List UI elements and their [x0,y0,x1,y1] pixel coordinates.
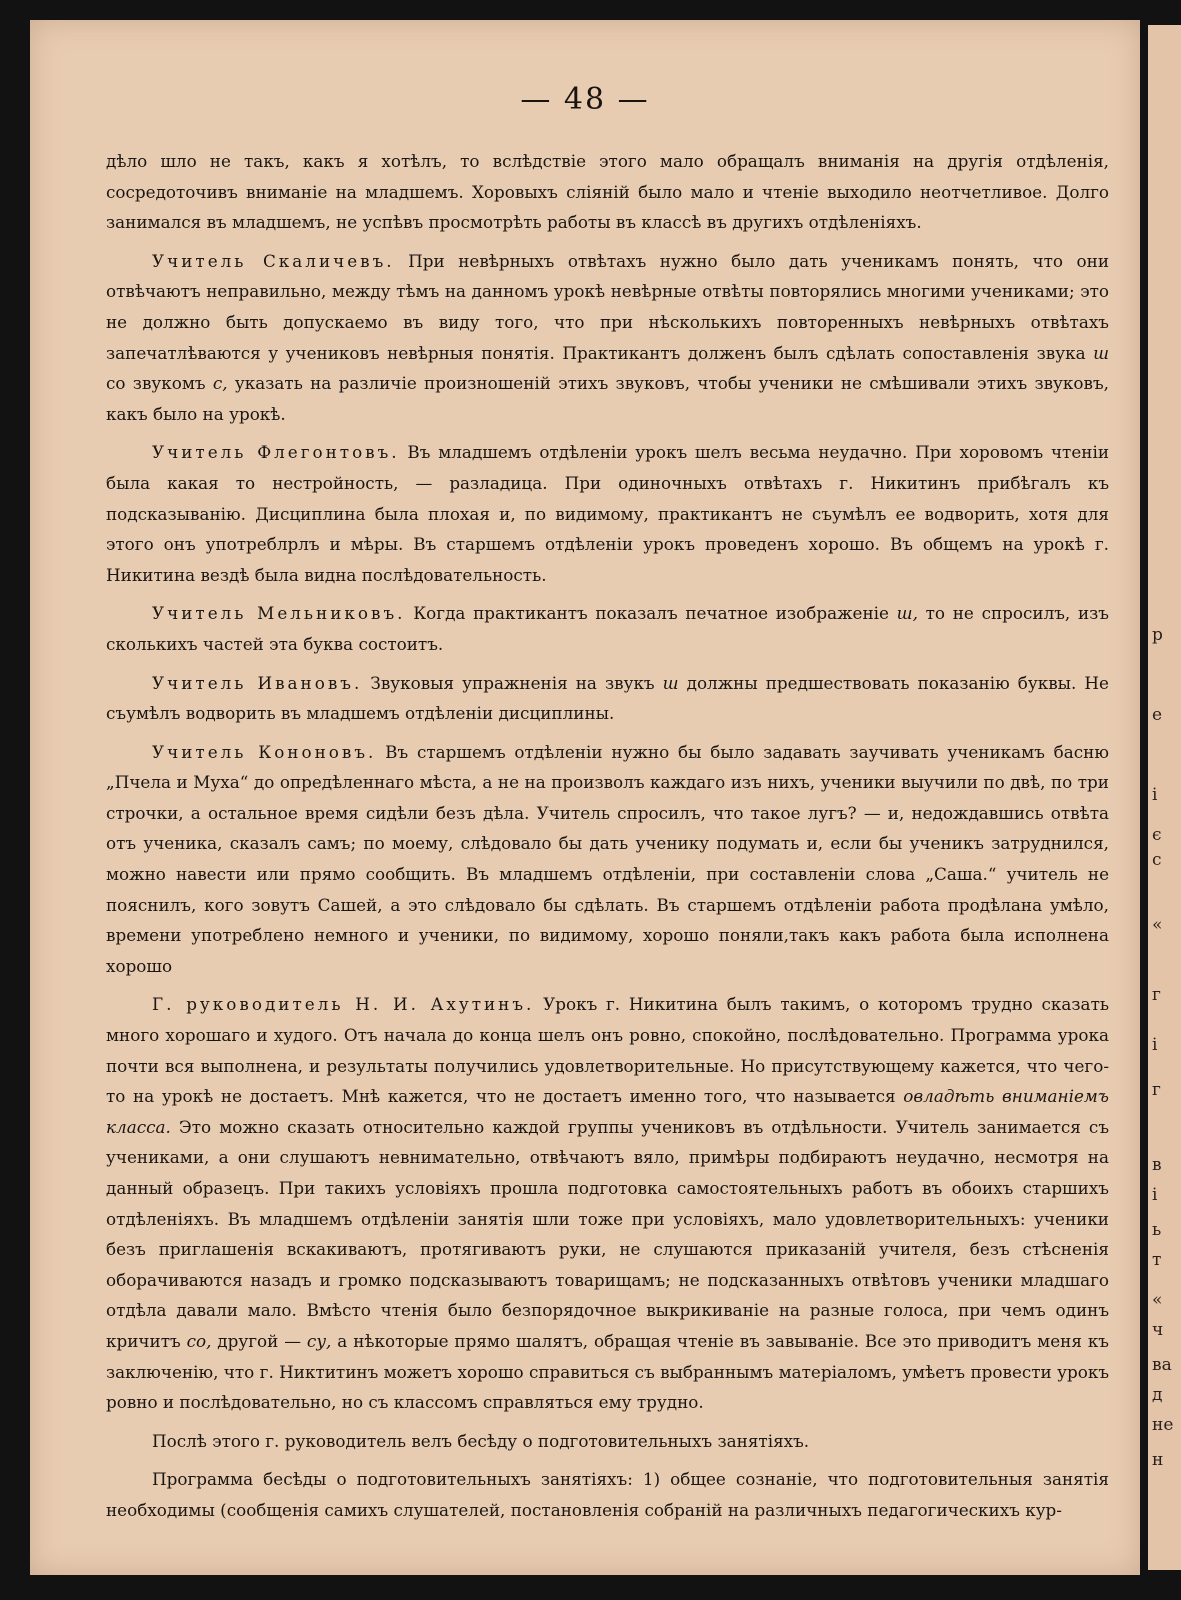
paragraph [106,737,1109,982]
italic-text: с, [212,373,228,394]
paragraph [106,437,1109,590]
text-run: должны предшествовать показанію буквы. Не съумѣлъ водворить въ младшемъ отдѣленіи дисциплины. [106,672,1109,724]
speaker-name: Учитель Флегонтовъ. [152,442,400,463]
edge-glyph: г [1152,1080,1161,1100]
italic-text: овладѣть вниманіемъ класса. [106,1086,1109,1137]
italic-text: ш, [896,603,918,624]
edge-glyph: е [1152,705,1163,725]
text-run: Въ младшемъ отдѣленіи урокъ шелъ весьма неудачно. При хоровомъ чтеніи была какая то нестройность, — разладица. При одиночныхъ отвѣтахъ г. Никитинъ прибѣгалъ къ подсказыванію. Дисциплина была плохая и, по видимому, практикантъ не съумѣлъ ее водворить, хотя для этого онъ употреблрлъ и мѣры. Въ старшемъ отдѣленіи урокъ проведенъ хорошо. Въ общемъ на урокѣ г. Никитина вездѣ была видна послѣдовательность. [106,442,1110,585]
paragraph [106,246,1109,430]
page-text [106,146,1109,1534]
text-run: При невѣрныхъ отвѣтахъ нужно было дать ученикамъ понять, что они отвѣчаютъ неправильно, между тѣмъ на данномъ урокѣ невѣрные отвѣты повторялись многими учениками; это не должно быть допускаемо въ виду того, что при нѣсколькихъ повторенныхъ невѣрныхъ отвѣтахъ запечатлѣваются у учениковъ невѣрныя понятія. Практикантъ долженъ былъ сдѣлать сопоставленія звука [106,250,1110,363]
page-number: — 48 — [520,82,650,117]
text-run: другой — [211,1330,307,1351]
edge-glyph: і [1152,785,1158,805]
paragraph [106,668,1109,729]
edge-glyph: ва [1152,1355,1172,1375]
edge-glyph: є [1152,825,1162,845]
edge-glyph: т [1152,1250,1162,1270]
italic-text: ш [662,672,679,693]
paragraph [106,989,1109,1417]
text-run: со звукомъ [106,373,213,394]
adjacent-page-edge [1148,25,1181,1570]
paragraph [106,1426,1109,1457]
edge-glyph: не [1152,1415,1174,1435]
edge-glyph: д [1152,1385,1163,1405]
paragraph [106,1464,1109,1525]
edge-glyph: і [1152,1035,1158,1055]
text-run: Послѣ этого г. руководитель велъ бесѣду о подготовительныхъ занятіяхъ. [152,1430,810,1451]
edge-glyph: с [1152,850,1162,870]
text-run: Когда практикантъ показалъ печатное изображеніе [405,603,897,624]
text-run: Звуковыя упражненія на звукъ [362,672,663,693]
paragraph [106,146,1109,238]
text-run: а нѣкоторые прямо шалятъ, обращая чтеніе въ завываніе. Все это приводитъ меня къ заключенію, что г. Никтитинъ можетъ хорошо справиться съ выбраннымъ матеріаломъ, умѣетъ провести урокъ ровно и послѣдовательно, но съ классомъ справляться ему трудно. [106,1330,1109,1413]
speaker-name: Учитель Ивановъ. [152,672,363,693]
speaker-name: Учитель Скаличевъ. [152,250,395,271]
italic-text: ш [1093,342,1109,363]
speaker-name: Учитель Кононовъ. [152,741,377,762]
edge-glyph: р [1152,625,1163,645]
edge-glyph: г [1152,985,1161,1005]
edge-glyph: ь [1152,1220,1162,1240]
text-run: Урокъ г. Никитина былъ такимъ, о которомъ трудно сказать много хорошаго и худого. Отъ начала до конца шелъ онъ ровно, спокойно, послѣдовательно. Программа урока почти вся выполнена, и результаты получились удовлетворительные. Но присутствующему кажется, что чего-то на урокѣ не достаетъ. Мнѣ кажется, что не достаетъ именно того, что называется [106,994,1109,1107]
speaker-name: Г. руководитель Н. И. Ахутинъ. [152,994,535,1015]
text-run: указать на различіе произношеній этихъ звуковъ, чтобы ученики не смѣшивали этихъ звуковъ, какъ было на урокѣ. [106,373,1109,424]
paragraph [106,598,1109,659]
edge-glyph: н [1152,1450,1164,1470]
text-run: Это можно сказать относительно каждой группы учениковъ въ отдѣльности. Учитель занимается съ учениками, а они слушаютъ невнимательно, отвѣчаютъ вяло, примѣры подбираютъ неудачно, несмотря на данный образецъ. При такихъ условіяхъ прошла подготовка самостоятельныхъ работъ въ обоихъ старшихъ отдѣленіяхъ. Въ младшемъ отдѣленіи занятія шли тоже при условіяхъ, мало удовлетворительныхъ: ученики безъ приглашенія вскакиваютъ, протягиваютъ руки, не слушаются приказаній учителя, безъ стѣсненія оборачиваются назадъ и громко подсказываютъ товарищамъ; не подсказанныхъ отвѣтовъ ученики младшаго отдѣла давали мало. Вмѣсто чтенія было безпорядочное выкрикиваніе на разные голоса, при чемъ одинъ кричитъ [106,1116,1109,1351]
italic-text: су, [306,1330,332,1351]
edge-glyph: в [1152,1155,1162,1175]
book-page [30,20,1140,1575]
edge-glyph: « [1152,915,1163,935]
speaker-name: Учитель Мельниковъ. [152,603,406,624]
text-run: то не спросилъ, изъ сколькихъ частей эта буква состоитъ. [106,603,1109,654]
text-run: Программа бесѣды о подготовительныхъ занятіяхъ: 1) общее сознаніе, что подготовительныя занятія необходимы (сообщенія самихъ слушателей, постановленія собраній на различныхъ педагогическихъ кур- [106,1469,1109,1520]
italic-text: со, [186,1330,212,1351]
text-run: Въ старшемъ отдѣленіи нужно бы было задавать заучивать ученикамъ басню „Пчела и Муха“ до опредѣленнаго мѣста, а не на произволъ каждаго изъ нихъ, ученики выучили по двѣ, по три строчки, а остальное время сидѣли безъ дѣла. Учитель спросилъ, что такое лугъ? — и, недождавшись отвѣта отъ ученика, сказалъ самъ; по моему, слѣдовало бы дать ученику подумать и, если бы ученикъ затруднился, можно навести или прямо сообщить. Въ младшемъ отдѣленіи, при составленіи слова „Саша.“ учитель не пояснилъ, кого зовутъ Сашей, а это слѣдовало бы сдѣлать. Въ старшемъ отдѣленіи работа продѣлана умѣло, времени употреблено немного и ученики, по видимому, хорошо поняли,такъ какъ работа была исполнена хорошо [106,741,1109,976]
edge-glyph: ч [1152,1320,1164,1340]
edge-glyph: « [1152,1290,1163,1310]
text-run: дѣло шло не такъ, какъ я хотѣлъ, то вслѣдствіе этого мало обращалъ вниманія на другія отдѣленія, сосредоточивъ вниманіе на младшемъ. Хоровыхъ сліяній было мало и чтеніе выходило неотчетливое. Долго занимался въ младшемъ, не успѣвъ просмотрѣть работы въ классѣ въ другихъ отдѣленіяхъ. [106,151,1109,233]
edge-glyph: і [1152,1185,1158,1205]
